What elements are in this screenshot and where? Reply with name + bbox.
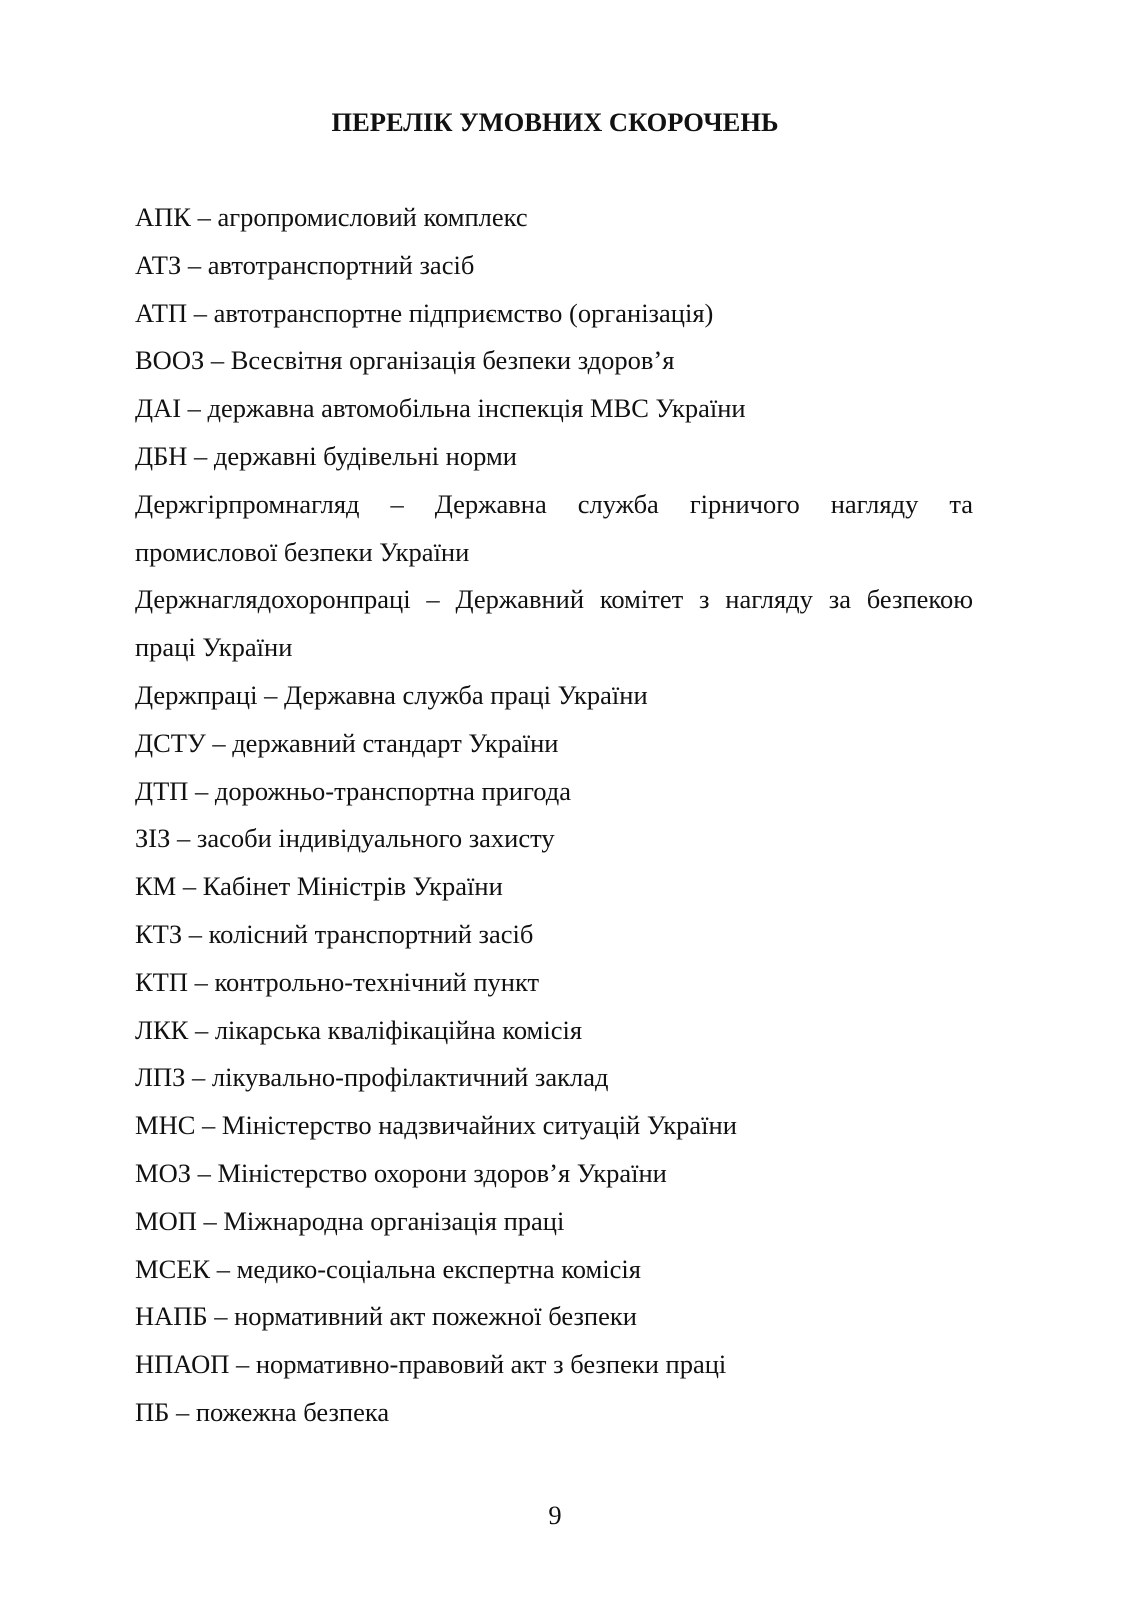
abbreviation-entry: ЛКК – лікарська кваліфікаційна комісія	[135, 1014, 583, 1045]
abbreviation-entry: КТП – контрольно-технічний пункт	[135, 966, 540, 997]
abbreviation-entry: МОЗ – Міністерство охорони здоров’я України	[135, 1157, 667, 1188]
abbreviation-entry: МОП – Міжнародна організація праці	[135, 1205, 565, 1236]
abbreviation-entry: ДСТУ – державний стандарт України	[135, 727, 559, 758]
abbreviation-entry: АПК – агропромисловий комплекс	[135, 202, 528, 232]
abbreviation-entry: ДТП – дорожньо-транспортна пригода	[135, 775, 572, 806]
abbreviation-entry: ДБН – державні будівельні норми	[135, 440, 517, 471]
abbreviation-entry: АТЗ – автотранспортний засіб	[135, 249, 475, 280]
abbreviation-entry: Держгірпромнагляд – Державна служба гірничого нагляду та промислової безпеки України	[135, 488, 973, 567]
abbreviation-entry: Держнаглядохоронпраці – Державний комітет з нагляду за безпекою праці України	[135, 584, 973, 663]
abbreviation-list	[135, 194, 973, 1437]
abbreviation-entry: ДАІ – державна автомобільна інспекція МВС України	[135, 393, 746, 424]
abbreviation-entry: ЗІЗ – засоби індивідуального захисту	[135, 823, 555, 854]
abbreviation-entry: НАПБ – нормативний акт пожежної безпеки	[135, 1301, 637, 1332]
abbreviation-entry: ЛПЗ – лікувально-профілактичний заклад	[135, 1062, 609, 1093]
abbreviation-entry: КТЗ – колісний транспортний засіб	[135, 918, 534, 949]
abbreviation-entry: МНС – Міністерство надзвичайних ситуацій України	[135, 1110, 737, 1141]
abbreviation-entry: Держпраці – Державна служба праці України	[135, 679, 648, 710]
abbreviation-entry: КМ – Кабінет Міністрів України	[135, 871, 503, 902]
abbreviation-entry: ВООЗ – Всесвітня організація безпеки здоров’я	[135, 345, 675, 376]
abbreviation-entry: АТП – автотранспортне підприємство (організація)	[135, 297, 714, 328]
page-number: 9	[548, 1500, 562, 1530]
abbreviation-entry: МСЕК – медико-соціальна експертна комісія	[135, 1253, 641, 1284]
abbreviation-entry: ПБ – пожежна безпека	[135, 1396, 390, 1427]
page-title: ПЕРЕЛІК УМОВНИХ СКОРОЧЕНЬ	[331, 107, 779, 137]
abbreviation-entry: НПАОП – нормативно-правовий акт з безпеки праці	[135, 1349, 727, 1380]
